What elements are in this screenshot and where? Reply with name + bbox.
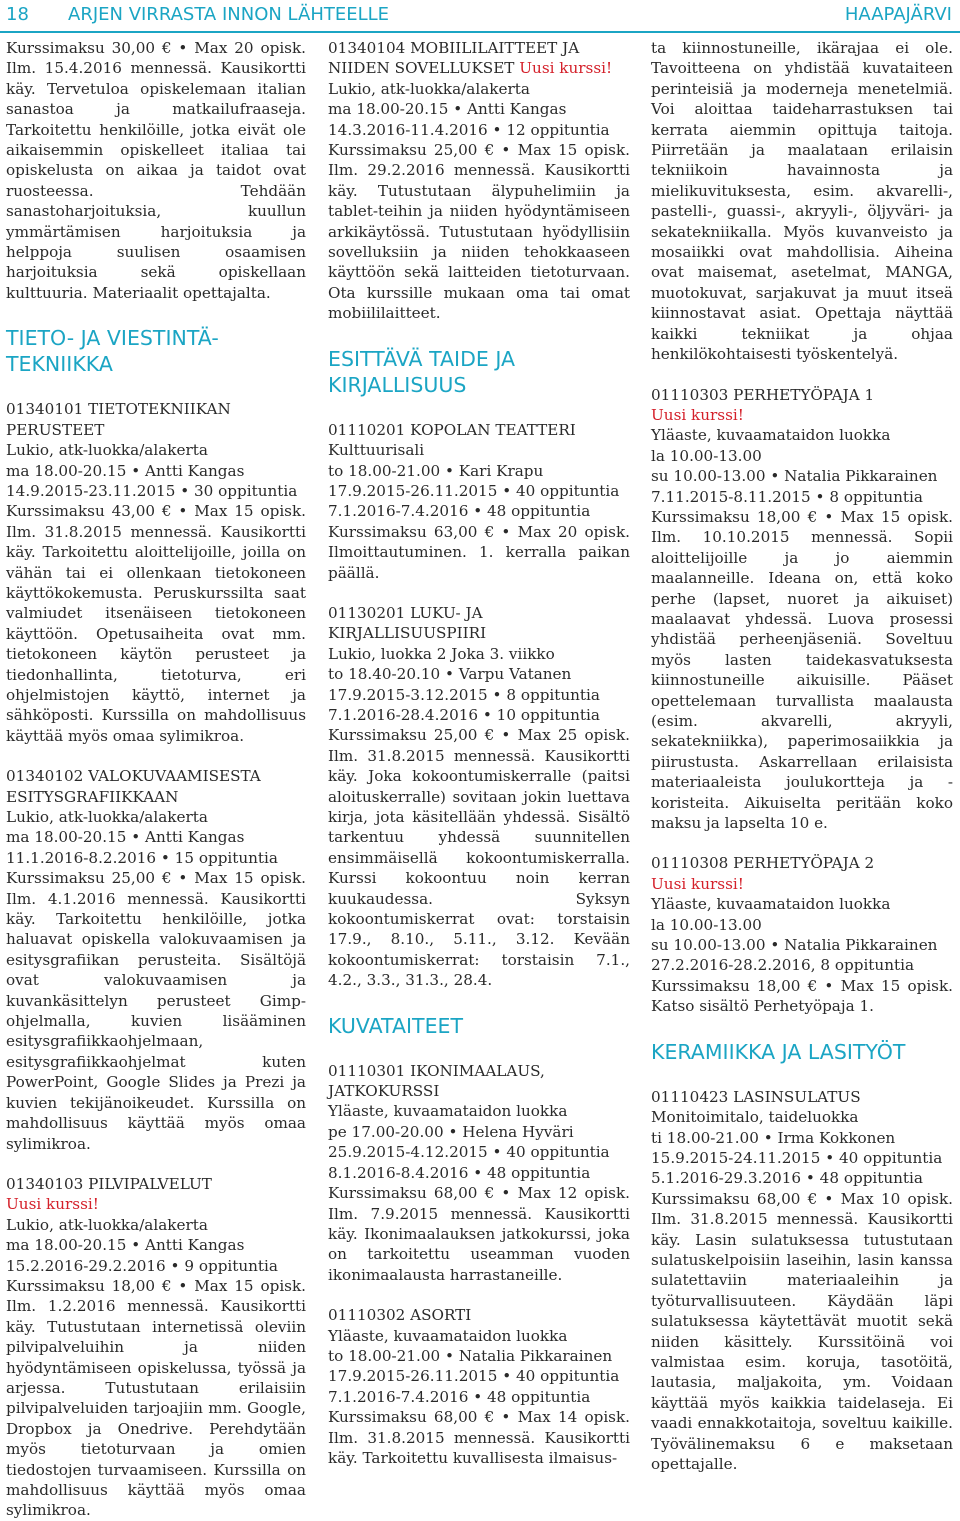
section-heading-ict: TIETO- JA VIESTINTÄ-TEKNIIKKA xyxy=(6,326,219,377)
course-kopolan-teatteri xyxy=(328,420,630,583)
course-title: 01110303 PERHETYÖPAJA 1 xyxy=(651,385,875,404)
course-perhetyopaja-2 xyxy=(651,853,953,1016)
section-heading-keramiikka: KERAMIIKKA JA LASITYÖT xyxy=(651,1039,906,1064)
column-3 xyxy=(651,38,953,1474)
new-course-label: Uusi kurssi! xyxy=(6,1195,99,1214)
course-description: Kurssimaksu 43,00 € • Max 15 opisk. Ilm. 31.8.2015 mennessä. Kausikortti käy. Tarkoitettu aloittelijoille, joilla on vähän tai ei ollenkaan tietokoneen käyttökokemusta. Peruskurssilta saat valmiudet itsenäiseen tietokoneen käyttöön. Opetusaiheita ovat mm. tietokoneen käytön perusteet ja tiedonhallinta, tietoturva, eri ohjelmistojen käyttö, internet ja sähköposti. Kurssilla on mahdollisuus käyttää myös omaa sylimikroa. xyxy=(6,502,306,745)
course-place: Yläaste, kuvaamataidon luokka xyxy=(328,1102,568,1121)
course-place: Yläaste, kuvaamataidon luokka xyxy=(328,1326,568,1345)
new-course-label: Uusi kurssi! xyxy=(519,59,613,78)
course-title: 01130201 LUKU- JA KIRJALLISUUSPIIRI xyxy=(328,603,487,643)
course-place: Lukio, atk-luokka/alakerta xyxy=(328,79,530,98)
course-dates: 7.1.2016-7.4.2016 • 48 oppituntia xyxy=(328,502,591,521)
course-title: 01110301 IKONIMAALAUS, JATKOKURSSI xyxy=(328,1061,545,1101)
course-dates: 17.9.2015-26.11.2015 • 40 oppituntia xyxy=(328,1367,620,1386)
course-title: 01110308 PERHETYÖPAJA 2 xyxy=(651,854,875,873)
course-title: 01340101 TIETOTEKNIIKAN PERUSTEET xyxy=(6,400,231,439)
course-time: su 10.00-13.00 • Natalia Pikkarainen xyxy=(651,936,938,955)
course-place: Monitoimitalo, taideluokka xyxy=(651,1108,859,1127)
course-description: Kurssimaksu 68,00 € • Max 10 opisk. Ilm. 31.8.2015 mennessä. Kausikortti käy. Lasin sulatuksessa tutustutaan sulatuskelpoisiin laseihin, lasin kanssa sulatettaviin materiaaleihin ja työturvallisuuteen. Käydään läpi sulatuksessa käytettävät muotit sekä niiden käsittely. Kurssitöinä voi valmistaa esim. koruja, tasotöitä, lautasia, maljakoita, ym. Voidaan käyttää myös kaikkia taidelaseja. Ei vaadi ennakkotaitoja, soveltuu kaikille. Työvälinemaksu 6 e maksetaan opettajalle. xyxy=(651,1189,953,1473)
course-pilvipalvelut xyxy=(6,1174,306,1521)
course-dates: 27.2.2016-28.2.2016, 8 oppituntia xyxy=(651,956,914,975)
course-ikonimaalaus xyxy=(328,1061,630,1285)
course-dates: 7.11.2015-8.11.2015 • 8 oppituntia xyxy=(651,487,923,506)
course-dates: 8.1.2016-8.4.2016 • 48 oppituntia xyxy=(328,1163,591,1182)
course-description: Kurssimaksu 18,00 € • Max 15 opisk. Ilm. 10.10.2015 mennessä. Sopii aloittelijoille ja jo aiemmin maalanneille. Ideana on, että koko perhe (lapset, nuoret ja aikuiset) maalaavat yhdessä. Luova prosessi yhdistää perheenjäseniä. Soveltuu myös lasten taidekasvatuksesta kiinnostuneille aikuisille. Pääset opettelemaan turvallista maalausta (esim. akvarelli, akryyli, sekatekniikka), paperimosaiikkia ja piirustusta. Askarrellaan erilaisista materiaaleista joulukortteja ja -koristeita. Aikuiselta peritään koko maksu ja lapselta 10 e. xyxy=(651,507,953,833)
asorti-continued: ta kiinnostuneille, ikärajaa ei ole. Tavoitteena on yhdistää kuvataiteen perinteisiä ja moderneja menetelmiä. Voi aloittaa taideharrastuksen tai kerrata aiemmin opittuja taitoja. Piirretään ja maalataan erilaisin tekniikoin havainnosta ja mielikuvituksesta, esim. akvarelli-, pastelli-, guassi-, akryyli-, öljyväri- ja sekatekniikalla. Myös kuvanveisto ja mosaiikki ovat mahdollisia. Aiheina ovat maisemat, asetelmat, MANGA, muotokuvat, sarjakuvat ja muut itseä kiinnostavat asiat. Opettaja näyttää kaikki tekniikat ja ohjaa henkilökohtaisesti työskentelyä. xyxy=(651,39,953,364)
section-heading-art: ESITTÄVÄ TAIDE JA KIRJALLISUUS xyxy=(328,346,516,397)
column-1 xyxy=(6,38,306,1521)
course-dates: 25.9.2015-4.12.2015 • 40 oppituntia xyxy=(328,1143,610,1162)
course-time: ma 18.00-20.15 • Antti Kangas xyxy=(6,461,245,480)
course-mobiililaitteet xyxy=(328,38,630,324)
page-number: 18 xyxy=(6,4,29,25)
course-time: ma 18.00-20.15 • Antti Kangas xyxy=(328,100,567,119)
course-time: ma 18.00-20.15 • Antti Kangas xyxy=(6,828,245,847)
course-time: to 18.00-21.00 • Kari Krapu xyxy=(328,461,544,480)
course-asorti xyxy=(328,1305,630,1468)
course-valokuvaamisesta xyxy=(6,766,306,1154)
course-description: Kurssimaksu 18,00 € • Max 15 opisk. Katso sisältö Perhetyöpaja 1. xyxy=(651,976,953,1016)
course-dates: 14.9.2015-23.11.2015 • 30 oppituntia xyxy=(6,481,298,500)
course-place: Kulttuurisali xyxy=(328,441,425,460)
course-title: 01340102 VALOKUVAAMISESTA ESITYSGRAFIIKKAAN xyxy=(6,767,261,806)
course-description: Kurssimaksu 25,00 € • Max 15 opisk. Ilm. 29.2.2016 mennessä. Kausikortti käy. Tutustutaan älypuhelimiin ja tablet-teihin ja niiden hyödyntämiseen arkikäytössä. Tutustutaan hyödyllisiin sovelluksiin ja niiden tehokkaaseen käyttöön sekä laitteiden tietoturvaan. Ota kurssille mukaan oma tai omat mobiililaitteet. xyxy=(328,141,630,323)
course-dates: 15.2.2016-29.2.2016 • 9 oppituntia xyxy=(6,1256,278,1275)
course-time: ma 18.00-20.15 • Antti Kangas xyxy=(6,1236,245,1255)
course-dates: 5.1.2016-29.3.2016 • 48 oppituntia xyxy=(651,1169,923,1188)
course-description: Kurssimaksu 25,00 € • Max 25 opisk. Ilm. 31.8.2015 mennessä. Kausikortti käy. Joka kokoontumiskerralle (paitsi aloituskerralle) sovitaan jokin luettava kirja, jota käsitellään yhdessä. Sisältö tarkentuu yhdessä suunnitellen ensimmäisellä kokoontumiskerralla. Kurssi kokoontuu noin kerran kuukaudessa. Syksyn kokoontumiskerrat ovat: torstaisin 17.9., 8.10., 5.11., 3.12. Kevään kokoontumiskerrat: torstaisin 7.1., 4.2., 3.3., 31.3., 28.4. xyxy=(328,726,630,990)
course-title: 01340104 MOBIILILAITTEET JA NIIDEN SOVELLUKSET Uusi kurssi! xyxy=(328,39,613,78)
course-lasinsulatus xyxy=(651,1087,953,1475)
course-time: la 10.00-13.00 xyxy=(651,446,762,465)
course-time: to 18.00-21.00 • Natalia Pikkarainen xyxy=(328,1346,613,1365)
course-place: Lukio, atk-luokka/alakerta xyxy=(6,441,208,460)
course-dates: 17.9.2015-26.11.2015 • 40 oppituntia xyxy=(328,481,620,500)
course-description: Kurssimaksu 63,00 € • Max 20 opisk. Ilmoittautuminen. 1. kerralla paikan päällä. xyxy=(328,522,630,582)
course-perhetyopaja-1 xyxy=(651,385,953,834)
course-title: 01110302 ASORTI xyxy=(328,1306,472,1325)
course-time: ti 18.00-21.00 • Irma Kokkonen xyxy=(651,1128,896,1147)
course-dates: 17.9.2015-3.12.2015 • 8 oppituntia xyxy=(328,685,600,704)
course-description: Kurssimaksu 68,00 € • Max 12 opisk. Ilm. 7.9.2015 mennessä. Kausikortti käy. Ikonimaalauksen jatkokurssi, joka on tarkoitettu useamman vuoden ikonimaalausta harrastaneille. xyxy=(328,1184,630,1284)
course-tietotekniikan-perusteet xyxy=(6,399,306,746)
course-place: Lukio, atk-luokka/alakerta xyxy=(6,808,208,826)
course-time: pe 17.00-20.00 • Helena Hyväri xyxy=(328,1122,574,1141)
course-dates: 11.1.2016-8.2.2016 • 15 oppituntia xyxy=(6,848,278,867)
course-place: Lukio, atk-luokka/alakerta xyxy=(6,1215,208,1234)
header-rule xyxy=(0,31,960,33)
column-2 xyxy=(328,38,630,1468)
course-title: 01110201 KOPOLAN TEATTERI xyxy=(328,420,576,439)
course-time: to 18.40-20.10 • Varpu Vatanen xyxy=(328,665,572,684)
course-dates: 14.3.2016-11.4.2016 • 12 oppituntia xyxy=(328,120,610,139)
course-place: Yläaste, kuvaamataidon luokka xyxy=(651,426,891,445)
course-dates: 7.1.2016-7.4.2016 • 48 oppituntia xyxy=(328,1387,591,1406)
course-place: Yläaste, kuvaamataidon luokka xyxy=(651,895,891,914)
page-title: ARJEN VIRRASTA INNON LÄHTEELLE xyxy=(68,4,390,25)
course-lukupiiri xyxy=(328,603,630,991)
page-header xyxy=(0,0,960,34)
course-title: 01110423 LASINSULATUS xyxy=(651,1087,861,1106)
section-heading-kuvataiteet: KUVATAITEET xyxy=(328,1013,463,1038)
course-dates: 15.9.2015-24.11.2015 • 40 oppituntia xyxy=(651,1148,943,1167)
course-description: Kurssimaksu 18,00 € • Max 15 opisk. Ilm. 1.2.2016 mennessä. Kausikortti käy. Tutustutaan internetissä oleviin pilvipalveluihin ja niiden hyödyntämiseen opiskelussa, työssä ja arjessa. Tutustutaan erilaisiin pilvipalveluiden tarjoajiin mm. Google, Dropbox ja Onedrive. Perehdytään myös tietoturvaan ja omien tiedostojen turvaamiseen. Kurssilla on mahdollisuus käyttää myös omaa sylimikroa. xyxy=(6,1276,306,1520)
course-description: Kurssimaksu 25,00 € • Max 15 opisk. Ilm. 4.1.2016 mennessä. Kausikortti käy. Tarkoitettu henkilöille, jotka haluavat opiskella valokuvaamisen ja esitysgrafiikan perusteita. Sisältöjä ovat valokuvaamisen ja kuvankäsittelyn perusteet Gimp-ohjelmalla, kuvien lisääminen esitysgrafiikkaohjelmaan, esitysgrafiikkaohjelmat kuten PowerPoint, Google Slides ja Prezi ja kuvien tekijänoikeudet. Kurssilla on mahdollisuus käyttää myös omaa sylimikroa. xyxy=(6,869,306,1153)
region-label: HAAPAJÄRVI xyxy=(844,4,952,25)
course-time: la 10.00-13.00 xyxy=(651,915,762,934)
course-time: su 10.00-13.00 • Natalia Pikkarainen xyxy=(651,467,938,486)
new-course-label: Uusi kurssi! xyxy=(651,405,744,424)
course-place: Lukio, luokka 2 Joka 3. viikko xyxy=(328,644,555,663)
italian-course-continued: Kurssimaksu 30,00 € • Max 20 opisk. Ilm. 15.4.2016 mennessä. Kausikortti käy. Tervetuloa opiskelemaan italian sanastoa ja matkailufraaseja. Tarkoitettu henkilöille, jotka eivät ole aikaisemmin opiskelleet italiaa tai opiskelusta on aikaa ja taidot ovat ruosteessa. Tehdään sanastoharjoituksia, kuullun ymmärtämisen harjoituksia ja helppoja suulisen osaamisen harjoituksia sekä opiskellaan kulttuuria. Materiaalit opettajalta. xyxy=(6,39,306,302)
course-title: 01340103 PILVIPALVELUT xyxy=(6,1174,212,1193)
course-dates: 7.1.2016-28.4.2016 • 10 oppituntia xyxy=(328,705,600,724)
new-course-label: Uusi kurssi! xyxy=(651,874,744,893)
course-description: Kurssimaksu 68,00 € • Max 14 opisk. Ilm. 31.8.2015 mennessä. Kausikortti käy. Tarkoitettu kuvallisesta ilmaisus- xyxy=(328,1408,630,1467)
